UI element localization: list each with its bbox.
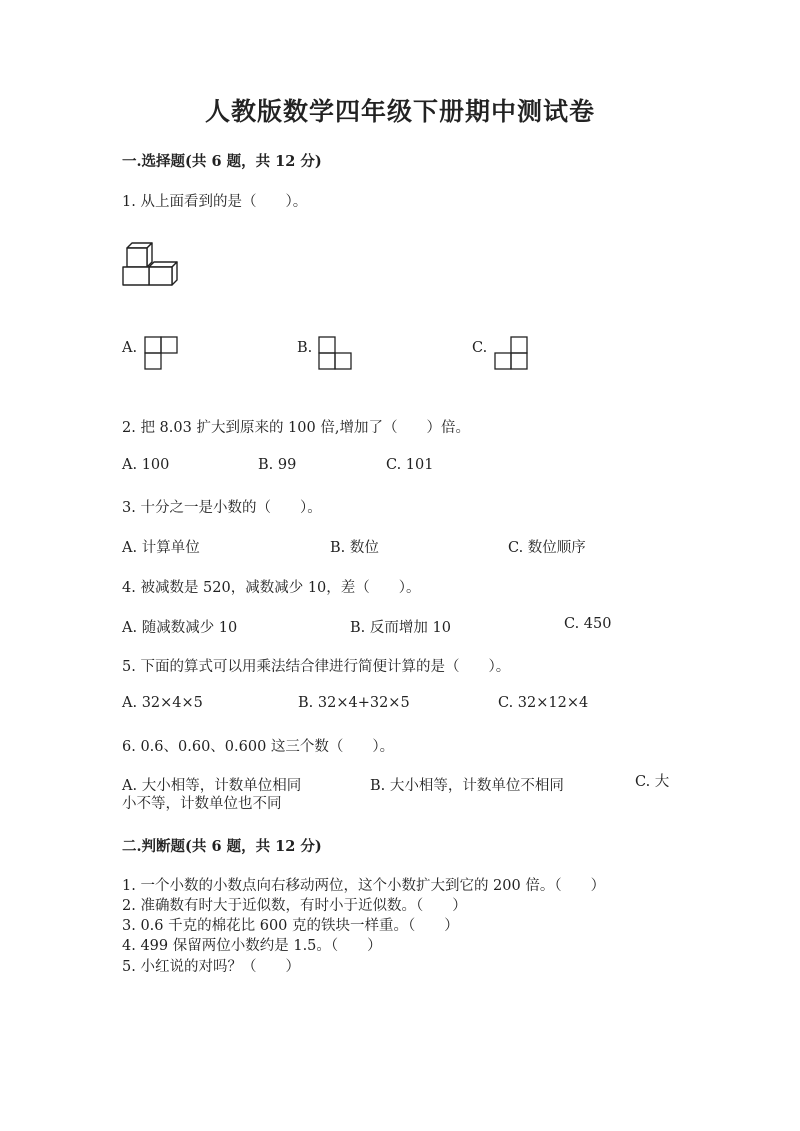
judge-item-4: 4. 499 保留两位小数约是 1.5。（ ） bbox=[122, 938, 382, 954]
q5-option-b: B. 32×4+32×5 bbox=[298, 695, 410, 711]
q1-option-b-shape bbox=[318, 336, 352, 370]
cube-stack-figure bbox=[122, 243, 180, 287]
q1-option-a-label: A. bbox=[122, 340, 138, 356]
judge-item-2: 2. 准确数有时大于近似数，有时小于近似数。（ ） bbox=[122, 898, 467, 914]
question-6: 6. 0.6、0.60、0.600 这三个数（ ）。 bbox=[122, 739, 395, 755]
q4-option-b: B. 反而增加 10 bbox=[350, 620, 451, 636]
q1-option-a-shape bbox=[144, 336, 178, 370]
question-2: 2. 把 8.03 扩大到原来的 100 倍,增加了（ ）倍。 bbox=[122, 420, 470, 436]
question-1: 1. 从上面看到的是（ ）。 bbox=[122, 194, 308, 210]
q6-option-c: C. 大小不等，计数单位也不同 bbox=[122, 774, 670, 812]
q1-option-b-label: B. bbox=[297, 340, 313, 356]
q5-option-a: A. 32×4×5 bbox=[122, 695, 203, 711]
q6-option-b: B. 大小相等，计数单位不相同 bbox=[370, 778, 564, 794]
judge-item-3: 3. 0.6 千克的棉花比 600 克的铁块一样重。（ ） bbox=[122, 918, 459, 934]
q2-option-c: C. 101 bbox=[386, 457, 434, 473]
q5-option-c: C. 32×12×4 bbox=[498, 695, 589, 711]
q6-option-a: A. 大小相等，计数单位相同 bbox=[122, 778, 302, 794]
q3-option-a: A. 计算单位 bbox=[122, 540, 200, 556]
page-title: 人教版数学四年级下册期中测试卷 bbox=[204, 97, 595, 126]
q1-option-c-shape bbox=[494, 336, 528, 370]
q4-option-c: C. 450 bbox=[564, 616, 612, 632]
judge-item-5: 5. 小红说的对吗？（ ） bbox=[122, 959, 300, 975]
section-1-heading: 一.选择题(共 6 题，共 12 分) bbox=[122, 153, 322, 170]
question-4: 4. 被减数是 520，减数减少 10，差（ ）。 bbox=[122, 580, 421, 596]
question-3: 3. 十分之一是小数的（ ）。 bbox=[122, 500, 322, 516]
section-2-heading: 二.判断题(共 6 题，共 12 分) bbox=[122, 838, 322, 855]
q4-option-a: A. 随减数减少 10 bbox=[122, 620, 238, 636]
question-5: 5. 下面的算式可以用乘法结合律进行简便计算的是（ ）。 bbox=[122, 659, 511, 675]
q3-option-c: C. 数位顺序 bbox=[508, 540, 586, 556]
q1-option-c-label: C. bbox=[472, 340, 488, 356]
judge-item-1: 1. 一个小数的小数点向右移动两位，这个小数扩大到它的 200 倍。（ ） bbox=[122, 878, 606, 894]
q2-option-b: B. 99 bbox=[258, 457, 297, 473]
q2-option-a: A. 100 bbox=[122, 457, 170, 473]
q3-option-b: B. 数位 bbox=[330, 540, 379, 556]
